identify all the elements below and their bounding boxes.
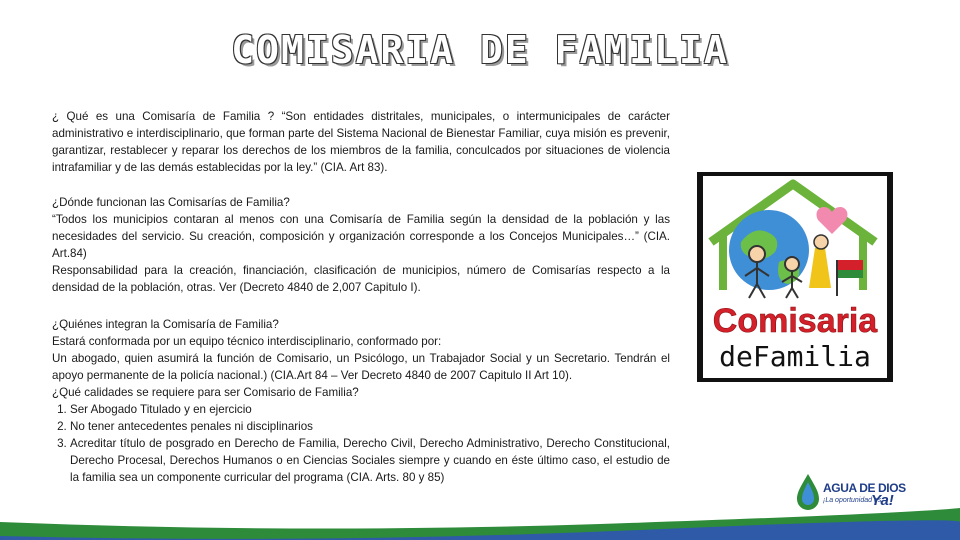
- logo-word-comisaria: Comisaria: [712, 302, 878, 340]
- requirement-item: 3. Acreditar título de posgrado en Derecho de Familia, Derecho Civil, Derecho Administrativo, Derecho Constitucional, Derecho Procesal, Derechos Humanos o en Ciencias Sociales siempre y cuando en éste último caso, el estudio de la familia sea un componente curricular del programa (CIA. Arts. 80 y 85): [70, 435, 670, 486]
- agua-de-dios-ya: Ya!: [871, 492, 894, 509]
- agua-de-dios-name: AGUA DE DIOS: [823, 481, 906, 495]
- section-who-intro: Estará conformada por un equipo técnico interdisciplinario, conformado por:: [52, 335, 442, 348]
- comisaria-logo: [697, 172, 893, 382]
- requirements-list: [52, 401, 670, 486]
- main-content: [52, 108, 670, 486]
- requirements-question: ¿Qué calidades se requiere para ser Comisario de Familia?: [52, 386, 359, 399]
- comisaria-logo-image: [697, 172, 893, 382]
- section-where-note: Responsabilidad para la creación, financiación, clasificación de municipios, número de Comisarías respecto a la densidad de la población, otras. Ver (Decreto 4840 de 2,007 Capitulo I).: [52, 264, 670, 294]
- section-what-is: ¿ Qué es una Comisaría de Familia ? “Son entidades distritales, municipales, o intermunicipales de carácter administrativo e interdisciplinario, que forman parte del Sistema Nacional de Bienestar Familiar, cuya misión es prevenir, garantizar, restablecer y reparar los derechos de los miembros de la familia, conculcados por situaciones de violencia intrafamiliar y de las demás establecidas por la ley.” (CIA. Art 83).: [52, 110, 670, 174]
- section-where-question: ¿Dónde funcionan las Comisarías de Familia?: [52, 196, 290, 209]
- requirement-item: 2. No tener antecedentes penales ni disciplinarios: [70, 418, 670, 435]
- agua-de-dios-slogan: ¡La oportunidad es: [823, 497, 882, 504]
- requirement-item: 1. Ser Abogado Titulado y en ejercicio: [70, 401, 670, 418]
- section-who-members: Un abogado, quien asumirá la función de Comisario, un Psicólogo, un Trabajador Social y un Secretario. Tendrán el apoyo permanente de la policía nacional.) (CIA.Art 84 – Ver Decreto 4840 de 2007 Capitulo II Art 10).: [52, 352, 670, 382]
- footer-stripe-blue: [0, 498, 960, 540]
- section-where-answer: “Todos los municipios contaran al menos con una Comisaría de Familia según la densidad de la población y las necesidades del servicio. Su creación, composición y organización corresponde a los Concejos Municipales…” (CIA. Art.84): [52, 213, 670, 260]
- logo-word-de-familia: deFamilia: [719, 340, 871, 373]
- section-who-question: ¿Quiénes integran la Comisaría de Familia?: [52, 318, 279, 331]
- page-title: COMISARIA DE FAMILIA: [231, 28, 729, 72]
